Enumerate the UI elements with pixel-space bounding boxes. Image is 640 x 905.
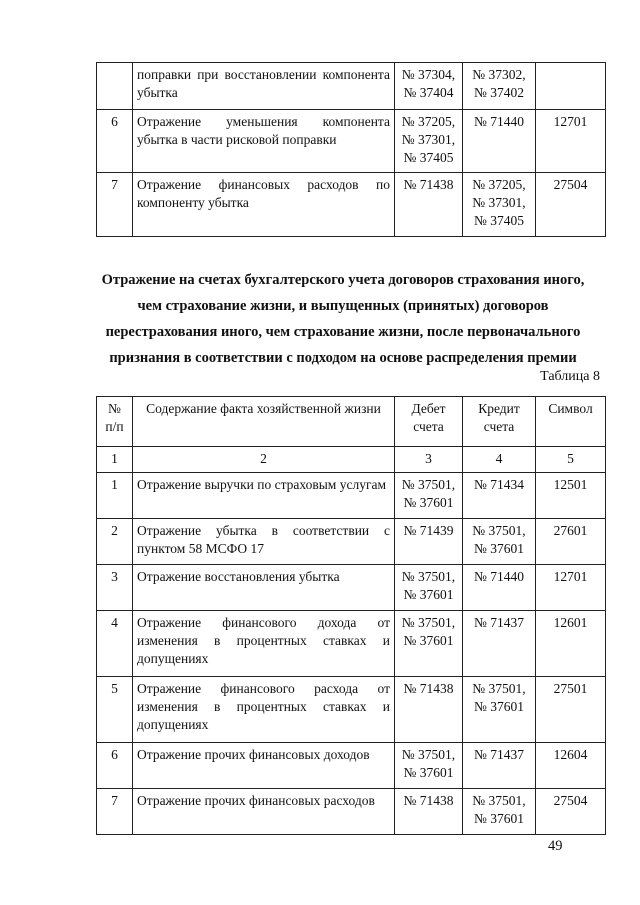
row-debit: № 37501, № 37601 (395, 565, 463, 611)
index-cell: 5 (536, 447, 606, 473)
header-debit: Дебет счета (395, 397, 463, 447)
table-row (97, 63, 606, 110)
row-number: 4 (97, 611, 133, 677)
accounting-table (96, 396, 606, 835)
header-credit: Кредит счета (463, 397, 536, 447)
heading-line: Отражение на счетах бухгалтерского учета договоров страхования иного, (101, 272, 585, 288)
row-credit: № 37205, № 37301, № 37405 (463, 173, 536, 237)
table-row (97, 789, 606, 835)
index-cell: 2 (133, 447, 395, 473)
table-caption: Таблица 8 (540, 369, 600, 384)
row-credit: № 37501, № 37601 (463, 519, 536, 565)
row-debit: № 37501, № 37601 (395, 743, 463, 789)
row-symbol (536, 63, 606, 110)
row-number: 6 (97, 743, 133, 789)
heading-line: перестрахования иного, чем страхование жизни, после первоначального (105, 324, 581, 340)
row-symbol: 12601 (536, 611, 606, 677)
table-row (97, 611, 606, 677)
row-content: Отражение прочих финансовых доходов (133, 743, 395, 789)
row-credit: № 71440 (463, 110, 536, 173)
row-number: 3 (97, 565, 133, 611)
row-content: Отражение восстановления убытка (133, 565, 395, 611)
row-credit: № 37302, № 37402 (463, 63, 536, 110)
row-debit: № 71438 (395, 789, 463, 835)
row-number (97, 63, 133, 110)
continued-table (96, 62, 606, 237)
row-content: Отражение прочих финансовых расходов (133, 789, 395, 835)
row-number: 6 (97, 110, 133, 173)
table-row (97, 473, 606, 519)
row-debit: № 37501, № 37601 (395, 473, 463, 519)
row-credit: № 71437 (463, 611, 536, 677)
table-row (97, 743, 606, 789)
header-row (97, 397, 606, 447)
row-debit: № 37205, № 37301, № 37405 (395, 110, 463, 173)
row-symbol: 27501 (536, 677, 606, 743)
index-cell: 1 (97, 447, 133, 473)
row-credit: № 37501, № 37601 (463, 789, 536, 835)
row-number: 1 (97, 473, 133, 519)
header-symbol: Символ (536, 397, 606, 447)
row-content: Отражение выручки по страховым услугам (133, 473, 395, 519)
row-symbol: 27504 (536, 173, 606, 237)
row-content: Отражение уменьшения компонента убытка в части рисковой поправки (133, 110, 395, 173)
row-debit: № 71439 (395, 519, 463, 565)
table-row (97, 173, 606, 237)
table-row (97, 565, 606, 611)
section-heading (70, 267, 616, 371)
row-symbol: 27601 (536, 519, 606, 565)
row-debit: № 71438 (395, 173, 463, 237)
row-symbol: 12501 (536, 473, 606, 519)
row-content: Отражение финансового расхода от изменения в процентных ставках и допущениях (133, 677, 395, 743)
row-content: Отражение финансовых расходов по компоненту убытка (133, 173, 395, 237)
row-symbol: 12604 (536, 743, 606, 789)
row-credit: № 71440 (463, 565, 536, 611)
row-symbol: 12701 (536, 110, 606, 173)
row-symbol: 27504 (536, 789, 606, 835)
row-content: поправки при восстановлении компонента убытка (133, 63, 395, 110)
row-debit: № 37304, № 37404 (395, 63, 463, 110)
row-debit: № 71438 (395, 677, 463, 743)
row-symbol: 12701 (536, 565, 606, 611)
table-row (97, 519, 606, 565)
index-row (97, 447, 606, 473)
row-number: 5 (97, 677, 133, 743)
heading-line: чем страхование жизни, и выпущенных (принятых) договоров (137, 298, 549, 314)
row-number: 7 (97, 789, 133, 835)
index-cell: 4 (463, 447, 536, 473)
row-credit: № 71434 (463, 473, 536, 519)
row-content: Отражение финансового дохода от изменения в процентных ставках и допущениях (133, 611, 395, 677)
header-num: № п/п (97, 397, 133, 447)
row-debit: № 37501, № 37601 (395, 611, 463, 677)
index-cell: 3 (395, 447, 463, 473)
row-credit: № 37501, № 37601 (463, 677, 536, 743)
row-number: 7 (97, 173, 133, 237)
table-row (97, 110, 606, 173)
heading-line: признания в соответствии с подходом на основе распределения премии (109, 350, 577, 366)
row-credit: № 71437 (463, 743, 536, 789)
header-content: Содержание факта хозяйственной жизни (133, 397, 395, 447)
page-number: 49 (548, 838, 563, 854)
row-content: Отражение убытка в соответствии с пунктом 58 МСФО 17 (133, 519, 395, 565)
row-number: 2 (97, 519, 133, 565)
table-row (97, 677, 606, 743)
